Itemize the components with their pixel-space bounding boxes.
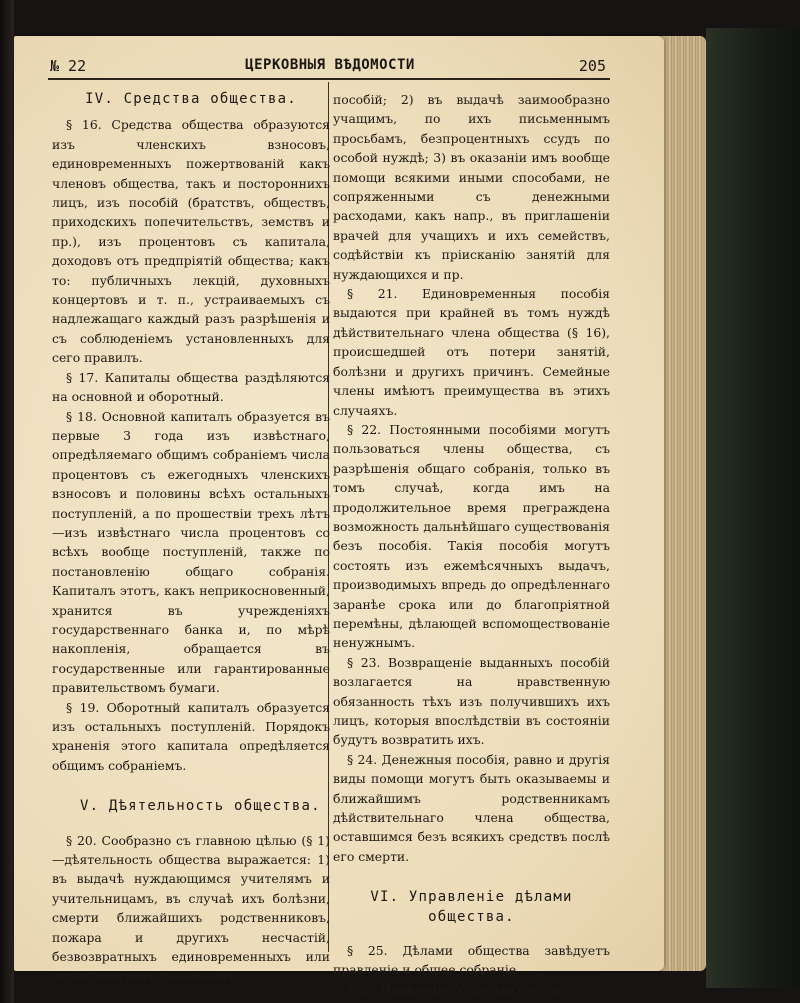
paragraph-20-continued: пособій; 2) въ выдачѣ заимообразно учащимъ, по ихъ письменнымъ просьбамъ, безпроцентныхъ ссудъ по особой нуждѣ; 3) въ оказаніи имъ вообще помощи всякими иными способами, не сопряженными съ денежными расходами, какъ напр., въ приглашеніи врачей для учащихъ и ихъ семействъ, содѣйствіи къ пріисканію занятій для нуждающихся и пр. — [333, 92, 610, 282]
paragraph-17: § 17. Капиталы общества раздѣляются на основной и оборотный. — [52, 369, 330, 405]
journal-title: ЦЕРКОВНЫЯ ВѢДОМОСТИ — [245, 57, 415, 73]
paragraph-19: § 19. Оборотный капиталъ образуется изъ остальныхъ поступленій. Порядокъ храненія этого капитала опредѣляется общимъ собраніемъ. — [52, 699, 330, 773]
paragraph-23: § 23. Возвращеніе выданныхъ пособій возлагается на нравственную обязанность тѣхъ изъ получившихъ ихъ лицъ, которыя впослѣдствіи въ состояніи будутъ возвратить ихъ. — [333, 654, 610, 748]
section-title-iv: IV. Средства общества. — [85, 91, 297, 107]
left-page-edge — [0, 0, 14, 1003]
page-number: 205 — [578, 57, 606, 75]
paragraph-20: § 20. Сообразно съ главною цѣлью (§ 1)—дѣятельность общества выражается: 1) въ выдачѣ нуждающимся учителямъ и учительницамъ, въ случаѣ ихъ болѣзни, смерти ближайшихъ родственниковъ, пожара и другихъ несчастій, безвозвратныхъ единовременныхъ или періодическихъ денежныхъ — [52, 832, 330, 984]
book-spine — [706, 28, 800, 988]
page-header — [50, 55, 610, 79]
header-rule — [48, 78, 610, 80]
paragraph-25: § 25. Дѣлами общества завѣдуетъ правленіе и общее собраніе. — [333, 943, 610, 978]
page-stack-edges — [660, 36, 706, 971]
paragraph-26: § 26. Правленіе общества состоитъ — [347, 981, 578, 997]
paragraph-22: § 22. Постоянными пособіями могутъ пользоваться члены общества, съ разрѣшенія общаго собранія, только въ томъ случаѣ, когда имъ на продолжительное время преграждена возможность дальнѣйшаго существованія безъ пособія. Такія пособія могутъ состоять изъ ежемѣсячныхъ выдачъ, производимыхъ впредь до опредѣленнаго заранѣе срока или до благопріятной перемѣны, дѣлающей вспомоществованіе ненужнымъ. — [333, 421, 610, 651]
right-column — [333, 90, 610, 999]
paragraph-24: § 24. Денежныя пособія, равно и другія виды помощи могутъ быть оказываемы и ближайшимъ родственникамъ дѣйствительнаго члена общества, оставшимся безъ всякихъ средствъ послѣ его смерти. — [333, 751, 610, 864]
paragraph-18: § 18. Основной капиталъ образуется въ первые 3 года изъ извѣстнаго, опредѣляемаго общимъ собраніемъ числа процентовъ съ ежегодныхъ членскихъ взносовъ и половины всѣхъ остальныхъ поступленій, а по прошествіи трехъ лѣтъ—изъ извѣстнаго числа процентовъ со всѣхъ вообще поступленій, также по постановленію общаго собранія. Капиталъ этотъ, какъ неприкосновенный, хранится въ учрежденіяхъ государственнаго банка и, по мѣрѣ накопленія, обращается въ государственные или гарантированные правительствомъ бумаги. — [52, 408, 330, 696]
paragraph-16: § 16. Средства общества образуются изъ членскихъ взносовъ, единовременныхъ пожертвованій какъ членовъ общества, такъ и постороннихъ лицъ, изъ пособій (братствъ, обществъ, приходскихъ попечительствъ, земствъ и пр.), изъ процентовъ съ капитала, доходовъ отъ предпріятій общества; какъ то: публичныхъ лекцій, духовныхъ концертовъ и т. п., устраиваемыхъ съ надлежащаго каждый разъ разрѣшенія и съ соблюденіемъ установленныхъ для сего правилъ. — [52, 117, 330, 366]
issue-number: № 22 — [50, 57, 87, 75]
section-title-vi: VI. Управленіе дѣлами общества. — [370, 889, 573, 925]
section-title-v: V. Дѣятельность общества. — [80, 798, 321, 815]
left-column — [52, 90, 330, 986]
paragraph-21: § 21. Единовременныя пособія выдаются при крайней въ томъ нуждѣ дѣйствительнаго члена общества (§ 16), происшедшей отъ потери занятій, болѣзни и другихъ причинъ. Семейные члены имѣютъ преимущества въ этихъ случаяхъ. — [333, 286, 610, 418]
